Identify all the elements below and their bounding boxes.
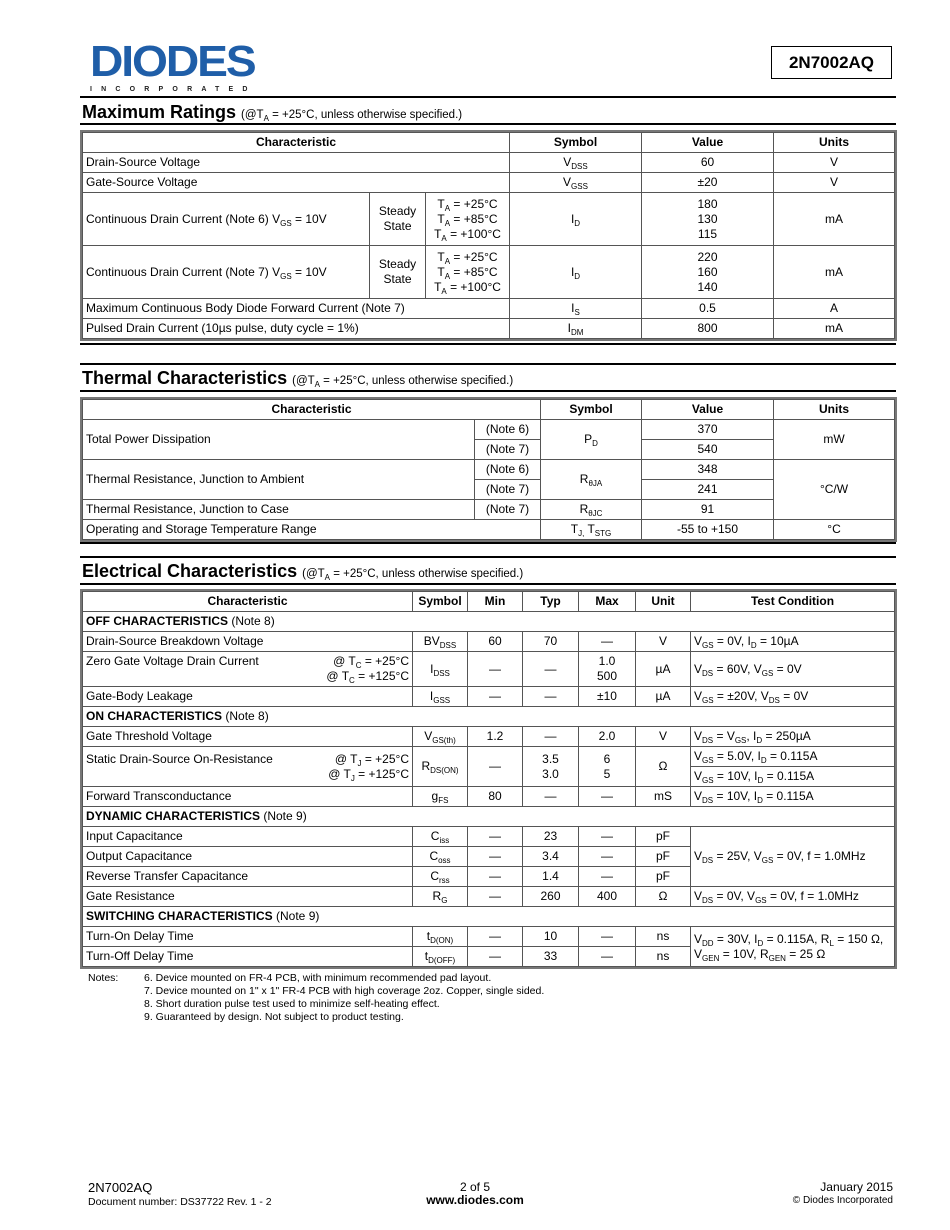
- test-line: $V_{DD} = 30V$, $I_D = 0.115A$, $R_L = 150$ Ω,: [694, 931, 884, 948]
- units-cell: V: [774, 153, 895, 173]
- max-line: 6: [603, 751, 611, 766]
- section-label: [83, 907, 895, 927]
- value-line: 220: [697, 249, 718, 264]
- value-cell: -55 to +150: [642, 520, 774, 540]
- max-cell: ±10: [579, 687, 636, 707]
- unit-cell: ns: [636, 947, 691, 967]
- test-condition-cell: [691, 927, 895, 967]
- temp-line: $T_A = +100^\circ C$: [434, 279, 501, 296]
- characteristic-cell: Continuous Drain Current (Note 7) $V_{GS} = 10V$: [83, 246, 370, 299]
- column-header: Value: [642, 133, 774, 153]
- section-note: (Note 8): [225, 709, 269, 723]
- symbol-cell: $R_{\theta JC}$: [541, 500, 642, 520]
- characteristic-cell: Thermal Resistance, Junction to Ambient: [83, 460, 475, 500]
- table-header-row: [83, 400, 895, 420]
- temp-line: $T_A = +25^\circ C$: [437, 196, 498, 213]
- column-header: Characteristic: [83, 133, 510, 153]
- temperature-cell: [426, 246, 510, 299]
- value-line: 180: [697, 196, 718, 211]
- typ-line: 3.5: [542, 751, 559, 766]
- units-cell: °C/W: [774, 460, 895, 520]
- characteristic-cell: Pulsed Drain Current (10µs pulse, duty cycle = 1%): [83, 319, 510, 339]
- min-cell: —: [468, 867, 523, 887]
- table-row: [83, 173, 895, 193]
- thermal-table: [82, 399, 895, 540]
- value-cell: 800: [642, 319, 774, 339]
- max-ratings-table: [82, 132, 895, 339]
- note-cell: (Note 6): [475, 460, 541, 480]
- unit-cell: ns: [636, 927, 691, 947]
- test-condition-cell: $V_{GS} = 10V$, $I_D = 0.115A$: [691, 767, 895, 787]
- value-cell: ±20: [642, 173, 774, 193]
- table-row: [83, 420, 895, 440]
- table-row: [83, 747, 895, 767]
- max-cell: —: [579, 867, 636, 887]
- typ-cell: 3.4: [523, 847, 579, 867]
- symbol-cell: $V_{GSS}$: [510, 173, 642, 193]
- note-item: 8. Short duration pulse test used to minimize self-heating effect.: [144, 998, 440, 1010]
- section-note: (Note 9): [276, 909, 320, 923]
- max-cell: —: [579, 947, 636, 967]
- max-line: 5: [603, 766, 611, 781]
- unit-cell: V: [636, 632, 691, 652]
- footer-page-number: 2 of 5: [459, 1180, 491, 1194]
- table-header-row: [83, 592, 895, 612]
- symbol-cell: $g_{FS}$: [413, 787, 468, 807]
- typ-cell: —: [523, 652, 579, 687]
- test-condition-cell: $V_{DS} = 0V$, $V_{GS} = 0V$, f = 1.0MHz: [691, 887, 895, 907]
- test-condition-cell: $V_{DS} = 25V$, $V_{GS} = 0V$, f = 1.0MHz: [691, 827, 895, 887]
- table-row: [83, 887, 895, 907]
- state-cell: Steady State: [370, 193, 426, 246]
- table-row: [83, 460, 895, 480]
- unit-cell: Ω: [636, 887, 691, 907]
- characteristic-cell: Turn-Off Delay Time: [83, 947, 413, 967]
- min-cell: —: [468, 947, 523, 967]
- units-cell: V: [774, 173, 895, 193]
- table-row: [83, 500, 895, 520]
- footer-document-number: Document number: DS37722 Rev. 1 - 2: [88, 1196, 272, 1208]
- section-label: [83, 612, 895, 632]
- divider: [80, 363, 896, 365]
- logo-subtitle: INCORPORATED: [90, 86, 257, 93]
- note-item: 6. Device mounted on FR-4 PCB, with minimum recommended pad layout.: [144, 972, 492, 984]
- electrical-table: [82, 591, 895, 967]
- units-cell: mA: [774, 246, 895, 299]
- divider: [80, 542, 896, 544]
- max-cell: [579, 652, 636, 687]
- column-header: Units: [774, 400, 895, 420]
- max-cell: —: [579, 927, 636, 947]
- symbol-cell: $I_D$: [510, 193, 642, 246]
- column-header: Unit: [636, 592, 691, 612]
- characteristic-cell: [83, 747, 413, 787]
- value-cell: 91: [642, 500, 774, 520]
- symbol-cell: $T_{J,}$ $T_{STG}$: [541, 520, 642, 540]
- min-cell: —: [468, 827, 523, 847]
- max-cell: [579, 747, 636, 787]
- table-row: [83, 827, 895, 847]
- typ-cell: 33: [523, 947, 579, 967]
- symbol-cell: $BV_{DSS}$: [413, 632, 468, 652]
- section-row: [83, 807, 895, 827]
- section-title-text: Maximum Ratings: [82, 102, 237, 122]
- column-header: Max: [579, 592, 636, 612]
- min-cell: —: [468, 652, 523, 687]
- note-item: 7. Device mounted on 1" x 1" FR-4 PCB with high coverage 2oz. Copper, single sided.: [144, 985, 545, 997]
- condition-line: @ $T_J = +125^\circ C$: [328, 766, 409, 783]
- unit-cell: pF: [636, 867, 691, 887]
- typ-cell: 23: [523, 827, 579, 847]
- table-row: [83, 299, 895, 319]
- section-name: ON CHARACTERISTICS: [86, 709, 223, 723]
- divider: [80, 556, 896, 558]
- condition-line: @ $T_J = +25^\circ C$: [334, 751, 409, 768]
- value-cell: 348: [642, 460, 774, 480]
- symbol-cell: $I_{DSS}$: [413, 652, 468, 687]
- section-name: SWITCHING CHARACTERISTICS: [86, 909, 273, 923]
- logo-wordmark: DIODES: [90, 37, 255, 86]
- temp-line: $T_A = +100^\circ C$: [434, 226, 501, 243]
- min-cell: 1.2: [468, 727, 523, 747]
- divider: [80, 583, 896, 585]
- typ-cell: —: [523, 787, 579, 807]
- test-condition-cell: $V_{DS} = 60V$, $V_{GS} = 0V$: [691, 652, 895, 687]
- section-title-electrical: [82, 561, 523, 582]
- symbol-cell: $R_G$: [413, 887, 468, 907]
- table-row: [83, 927, 895, 947]
- typ-line: 3.0: [542, 766, 559, 781]
- characteristic-cell: Turn-On Delay Time: [83, 927, 413, 947]
- typ-cell: [523, 747, 579, 787]
- note-cell: (Note 7): [475, 500, 541, 520]
- symbol-cell: $t_{D(ON)}$: [413, 927, 468, 947]
- column-header: Min: [468, 592, 523, 612]
- unit-cell: mS: [636, 787, 691, 807]
- min-cell: 80: [468, 787, 523, 807]
- section-label: [83, 707, 895, 727]
- section-row: [83, 907, 895, 927]
- value-cell: [642, 246, 774, 299]
- table-row: [83, 632, 895, 652]
- characteristic-cell: Thermal Resistance, Junction to Case: [83, 500, 475, 520]
- symbol-cell: $C_{iss}$: [413, 827, 468, 847]
- min-cell: —: [468, 927, 523, 947]
- min-cell: —: [468, 887, 523, 907]
- table-row: [83, 193, 895, 246]
- typ-cell: —: [523, 687, 579, 707]
- test-condition-cell: $V_{DS} = 10V$, $I_D = 0.115A$: [691, 787, 895, 807]
- symbol-cell: $I_{GSS}$: [413, 687, 468, 707]
- table-header-row: [83, 133, 895, 153]
- max-cell: 2.0: [579, 727, 636, 747]
- typ-cell: 1.4: [523, 867, 579, 887]
- typ-cell: 70: [523, 632, 579, 652]
- symbol-cell: $I_D$: [510, 246, 642, 299]
- table-row: [83, 520, 895, 540]
- units-cell: A: [774, 299, 895, 319]
- symbol-cell: $P_D$: [541, 420, 642, 460]
- units-cell: mW: [774, 420, 895, 460]
- divider: [80, 343, 896, 345]
- table-row: [83, 787, 895, 807]
- table-row: [83, 652, 895, 687]
- value-cell: [642, 193, 774, 246]
- value-cell: 540: [642, 440, 774, 460]
- unit-cell: V: [636, 727, 691, 747]
- units-cell: °C: [774, 520, 895, 540]
- column-header: Characteristic: [83, 592, 413, 612]
- max-line: 500: [596, 669, 618, 683]
- column-header: Characteristic: [83, 400, 541, 420]
- max-cell: —: [579, 847, 636, 867]
- temp-line: $T_A = +85^\circ C$: [437, 264, 498, 281]
- divider: [80, 390, 896, 392]
- characteristic-cell: Input Capacitance: [83, 827, 413, 847]
- section-note: (Note 8): [231, 614, 275, 628]
- section-title-text: Thermal Characteristics: [82, 368, 288, 388]
- unit-cell: pF: [636, 827, 691, 847]
- max-cell: —: [579, 787, 636, 807]
- part-number-box: 2N7002AQ: [771, 46, 892, 79]
- column-header: Symbol: [510, 133, 642, 153]
- table-row: [83, 319, 895, 339]
- value-cell: 370: [642, 420, 774, 440]
- max-cell: 400: [579, 887, 636, 907]
- section-label: [83, 807, 895, 827]
- divider: [80, 96, 896, 98]
- section-name: DYNAMIC CHARACTERISTICS: [86, 809, 260, 823]
- section-condition: ($@T_A = +25^\circ C$, unless otherwise specified.): [241, 109, 463, 123]
- characteristic-cell: Total Power Dissipation: [83, 420, 475, 460]
- value-line: 140: [697, 279, 718, 294]
- characteristic-cell: Gate-Source Voltage: [83, 173, 510, 193]
- column-header: Symbol: [413, 592, 468, 612]
- characteristic-cell: Gate-Body Leakage: [83, 687, 413, 707]
- max-cell: —: [579, 827, 636, 847]
- symbol-cell: $R_{\theta JA}$: [541, 460, 642, 500]
- max-line: 1.0: [598, 654, 616, 668]
- note-cell: (Note 6): [475, 420, 541, 440]
- unit-cell: Ω: [636, 747, 691, 787]
- characteristic-cell: Forward Transconductance: [83, 787, 413, 807]
- characteristic-cell: Reverse Transfer Capacitance: [83, 867, 413, 887]
- value-cell: 241: [642, 480, 774, 500]
- test-condition-cell: $V_{GS} = \pm 20V$, $V_{DS} = 0V$: [691, 687, 895, 707]
- typ-cell: 260: [523, 887, 579, 907]
- value-cell: 60: [642, 153, 774, 173]
- footer-website-link[interactable]: www.diodes.com: [426, 1193, 524, 1207]
- characteristic-cell: Output Capacitance: [83, 847, 413, 867]
- temperature-cell: [426, 193, 510, 246]
- symbol-cell: $I_{DM}$: [510, 319, 642, 339]
- min-cell: —: [468, 687, 523, 707]
- symbol-cell: $t_{D(OFF)}$: [413, 947, 468, 967]
- table-row: [83, 687, 895, 707]
- footer-copyright: © Diodes Incorporated: [792, 1195, 893, 1206]
- divider: [80, 123, 896, 125]
- typ-cell: 10: [523, 927, 579, 947]
- characteristic-cell: Drain-Source Voltage: [83, 153, 510, 173]
- min-cell: 60: [468, 632, 523, 652]
- condition-line: @ $T_C = +25^\circ C$: [333, 654, 409, 670]
- temp-line: $T_A = +85^\circ C$: [437, 211, 498, 228]
- max-cell: —: [579, 632, 636, 652]
- note-cell: (Note 7): [475, 480, 541, 500]
- section-row: [83, 707, 895, 727]
- table-row: [83, 727, 895, 747]
- units-cell: mA: [774, 193, 895, 246]
- characteristic-cell: [83, 652, 413, 687]
- table-row: [83, 153, 895, 173]
- symbol-cell: $C_{rss}$: [413, 867, 468, 887]
- test-condition-cell: $V_{DS} = V_{GS}$, $I_D = 250\mu A$: [691, 727, 895, 747]
- symbol-cell: $V_{GS(th)}$: [413, 727, 468, 747]
- section-note: (Note 9): [263, 809, 307, 823]
- notes-label: Notes:: [88, 972, 119, 984]
- characteristic-cell: Gate Threshold Voltage: [83, 727, 413, 747]
- column-header: Value: [642, 400, 774, 420]
- value-line: 130: [697, 211, 718, 226]
- section-row: [83, 612, 895, 632]
- section-title-thermal: [82, 368, 513, 389]
- characteristic-cell: Operating and Storage Temperature Range: [83, 520, 541, 540]
- symbol-cell: $V_{DSS}$: [510, 153, 642, 173]
- unit-cell: pF: [636, 847, 691, 867]
- column-header: Symbol: [541, 400, 642, 420]
- section-condition: ($@T_A = +25^\circ C$, unless otherwise specified.): [292, 375, 514, 389]
- test-line: $V_{GEN} = 10V$, $R_{GEN} = 25$ Ω: [694, 946, 826, 963]
- value-line: 115: [697, 226, 718, 241]
- column-header: Typ: [523, 592, 579, 612]
- condition-line: @ $T_C = +125^\circ C$: [326, 669, 409, 685]
- units-cell: mA: [774, 319, 895, 339]
- min-cell: —: [468, 847, 523, 867]
- note-item: 9. Guaranteed by design. Not subject to product testing.: [144, 1011, 404, 1023]
- section-title-text: Electrical Characteristics: [82, 561, 298, 581]
- column-header: Units: [774, 133, 895, 153]
- footer-part-number: 2N7002AQ: [88, 1180, 153, 1195]
- temp-line: $T_A = +25^\circ C$: [437, 249, 498, 266]
- footer-date: January 2015: [820, 1180, 893, 1194]
- characteristic-cell: Drain-Source Breakdown Voltage: [83, 632, 413, 652]
- unit-cell: µA: [636, 687, 691, 707]
- section-title-max-ratings: [82, 102, 462, 123]
- section-condition: ($@T_A = +25^\circ C$, unless otherwise specified.): [302, 568, 524, 582]
- value-cell: 0.5: [642, 299, 774, 319]
- min-cell: —: [468, 747, 523, 787]
- symbol-cell: $R_{DS(ON)}$: [413, 747, 468, 787]
- section-name: OFF CHARACTERISTICS: [86, 614, 228, 628]
- notes: [88, 972, 544, 1024]
- symbol-cell: $I_S$: [510, 299, 642, 319]
- diodes-logo: [90, 37, 257, 93]
- column-header: Test Condition: [691, 592, 895, 612]
- table-row: [83, 246, 895, 299]
- characteristic-cell: Continuous Drain Current (Note 6) $V_{GS} = 10V$: [83, 193, 370, 246]
- unit-cell: µA: [636, 652, 691, 687]
- characteristic-label: Zero Gate Voltage Drain Current: [86, 654, 259, 668]
- test-condition-cell: $V_{GS} = 0V$, $I_D = 10\mu A$: [691, 632, 895, 652]
- test-condition-cell: $V_{GS} = 5.0V$, $I_D = 0.115A$: [691, 747, 895, 767]
- symbol-cell: $C_{oss}$: [413, 847, 468, 867]
- value-line: 160: [697, 264, 718, 279]
- state-cell: Steady State: [370, 246, 426, 299]
- characteristic-cell: Gate Resistance: [83, 887, 413, 907]
- note-cell: (Note 7): [475, 440, 541, 460]
- characteristic-cell: Maximum Continuous Body Diode Forward Current (Note 7): [83, 299, 510, 319]
- characteristic-label: Static Drain-Source On-Resistance: [86, 751, 273, 766]
- typ-cell: —: [523, 727, 579, 747]
